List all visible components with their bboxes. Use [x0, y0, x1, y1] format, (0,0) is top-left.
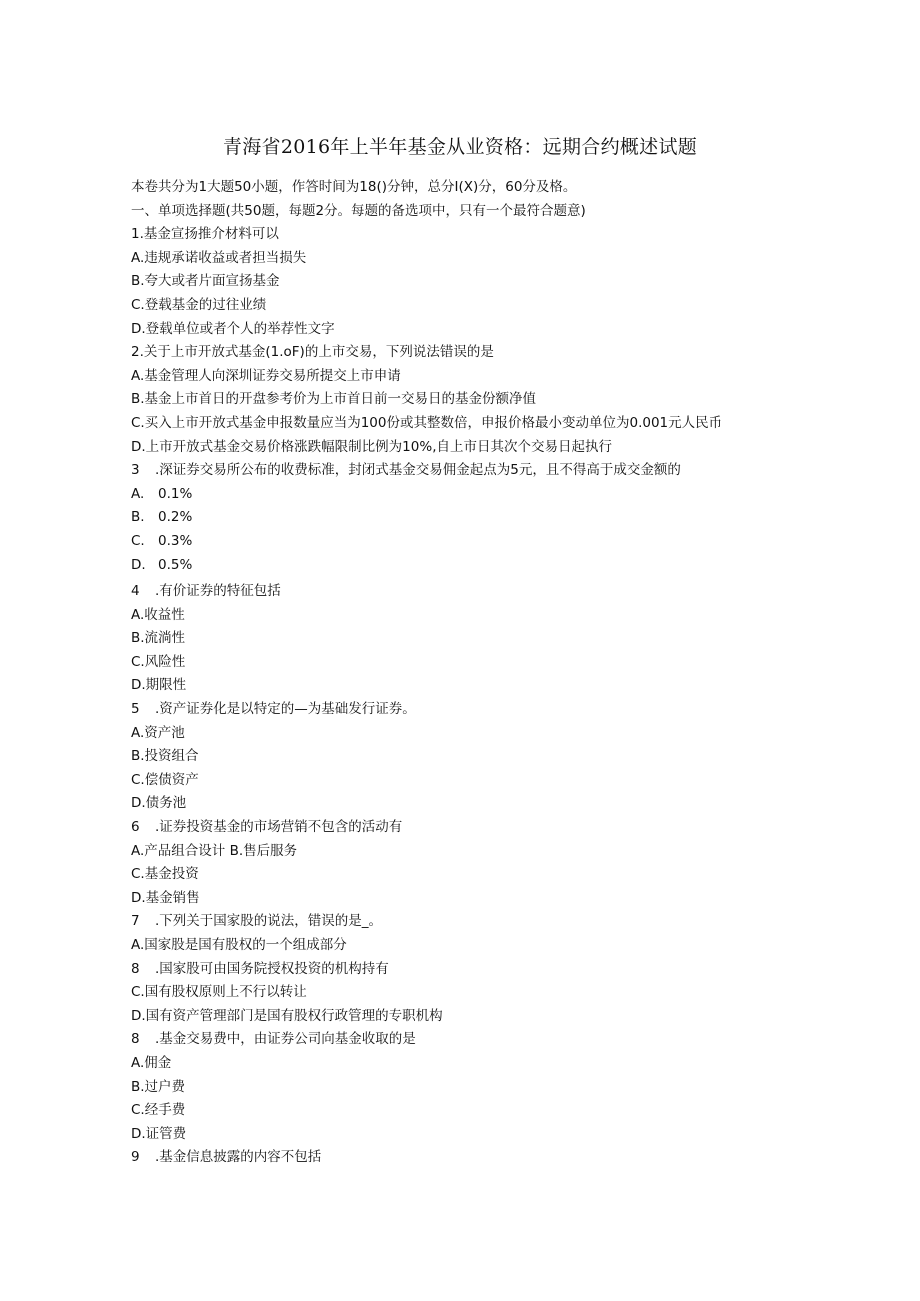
- question-8: [131, 1028, 795, 1052]
- document-body: [131, 176, 795, 1170]
- question-1-option-d: D.登载单位或者个人的举荐性文字: [131, 320, 335, 337]
- question-text: .有价证券的特征包括: [155, 583, 281, 600]
- question-8-option-d: D.证管费: [131, 1125, 187, 1142]
- question-text: .资产证券化是以特定的—为基础发行证券。: [155, 701, 416, 718]
- question-number: 5: [131, 701, 140, 718]
- question-number: 4: [131, 583, 140, 600]
- option-letter: A.: [131, 485, 145, 502]
- question-4: [131, 580, 795, 604]
- question-text: .基金信息披露的内容不包括: [155, 1149, 322, 1166]
- option-value: 0.2%: [158, 509, 193, 526]
- question-2-option-b: B.基金上市首日的开盘参考价为上市首日前一交易日的基金份额净值: [131, 391, 537, 408]
- option-letter: C.: [131, 532, 145, 549]
- option-text: .国家股可由国务院授权投资的机构持有: [155, 960, 389, 977]
- question-4-option-b: B.流淌性: [131, 630, 186, 647]
- question-7-option-d: D.国有资产管理部门是国有股权行政管理的专职机构: [131, 1007, 443, 1024]
- option-letter: D.: [131, 556, 146, 573]
- question-text: .基金交易费中，由证券公司向基金收取的是: [155, 1031, 416, 1048]
- question-7-option-a: A.国家股是国有股权的一个组成部分: [131, 937, 347, 953]
- question-number: 7: [131, 913, 140, 930]
- question-3-option-a: [131, 483, 795, 507]
- question-text: .证券投资基金的市场营销不包含的活动有: [155, 819, 403, 836]
- question-8-option-a: A.佣金: [131, 1054, 172, 1071]
- question-1-option-c: C.登载基金的过往业绩: [131, 296, 267, 313]
- question-4-option-a: A.收益性: [131, 606, 185, 623]
- question-4-option-c: C.风险性: [131, 653, 186, 670]
- question-number: 6: [131, 819, 140, 836]
- question-6-options-a-b: A.产品组合设计 B.售后服务: [131, 842, 298, 859]
- question-6-option-c: C.基金投资: [131, 866, 199, 883]
- question-number: 8: [131, 1031, 140, 1048]
- question-number: 9: [131, 1149, 140, 1166]
- document-title: 青海省2016年上半年基金从业资格：远期合约概述试题: [222, 136, 698, 158]
- question-text: .下列关于国家股的说法，错误的是_。: [155, 913, 383, 930]
- question-8-option-c: C.经手费: [131, 1102, 186, 1119]
- question-8-option-b: B.过户费: [131, 1078, 186, 1095]
- option-value: 0.1%: [158, 485, 193, 502]
- question-6: [131, 816, 795, 840]
- question-number: 3: [131, 462, 140, 479]
- question-2-option-a: A.基金管理人向深圳证券交易所提交上市申请: [131, 367, 401, 384]
- question-5-option-a: A.资产池: [131, 724, 185, 741]
- question-1-option-b: B.夸大或者片面宣扬基金: [131, 273, 280, 290]
- question-7-option-c: C.国有股权原则上不行以转让: [131, 984, 307, 1001]
- question-2: 2.关于上市开放式基金(1.oF)的上市交易，下列说法错误的是: [131, 344, 494, 361]
- question-3-option-c: [131, 530, 795, 554]
- question-text: .深证券交易所公布的收费标准，封闭式基金交易佣金起点为5元，且不得高于成交金额的: [155, 462, 681, 479]
- question-2-option-d: D.上市开放式基金交易价格涨跌幅限制比例为10%,自上市日其次个交易日起执行: [131, 438, 612, 455]
- option-letter: B.: [131, 509, 145, 526]
- question-3: [131, 459, 795, 483]
- question-7: [131, 910, 795, 934]
- question-5-option-d: D.债务池: [131, 795, 187, 812]
- question-5-option-c: C.偿债资产: [131, 771, 199, 788]
- question-number: 8: [131, 960, 140, 977]
- question-9: [131, 1146, 795, 1170]
- question-6-option-d: D.基金销售: [131, 889, 200, 906]
- option-value: 0.3%: [158, 532, 193, 549]
- question-4-option-d: D.期限性: [131, 677, 187, 694]
- question-5: [131, 698, 795, 722]
- section-heading: 一、单项选择题(共50题，每题2分。每题的备选项中，只有一个最符合题意): [131, 202, 586, 219]
- question-2-option-c: C.买入上市开放式基金申报数量应当为100份或其整数倍，申报价格最小变动单位为0.001元人民币: [131, 414, 723, 431]
- exam-intro: 本卷共分为1大题50小题，作答时间为18()分钟，总分I(X)分，60分及格。: [131, 179, 577, 195]
- option-value: 0.5%: [158, 556, 193, 573]
- question-5-option-b: B.投资组合: [131, 748, 199, 765]
- question-3-option-b: [131, 506, 795, 530]
- question-7-option-b: [131, 958, 795, 982]
- question-3-option-d: [131, 554, 795, 578]
- question-1-option-a: A.违规承诺收益或者担当损失: [131, 249, 307, 266]
- question-1: 1.基金宣扬推介材料可以: [131, 226, 279, 243]
